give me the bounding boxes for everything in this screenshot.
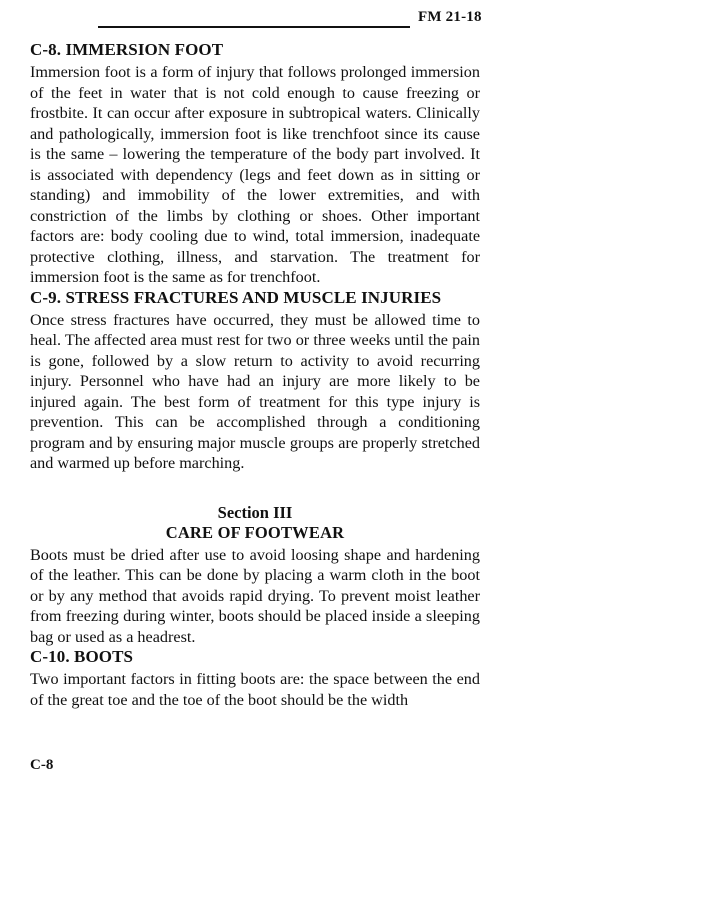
section-title-block [30, 503, 480, 543]
section-title: CARE OF FOOTWEAR [165, 522, 345, 542]
page-number: C-8 [30, 757, 54, 773]
heading-boots: C-10. BOOTS [30, 647, 134, 666]
page-content [30, 40, 480, 710]
paragraph-stress-fractures: Once stress fractures have occurred, they must be allowed time to heal. The affected area must rest for two or three weeks until the pain is gone, followed by a slow return to activity to avoid recurring injury. Personnel who have had an injury are more likely to be injured again. The best form of treatment for this type injury is prevention. This can be accomplished through a conditioning program and by ensuring major muscle groups are properly stretched and warmed up before marching. [30, 310, 480, 472]
paragraph-care-of-footwear: Boots must be dried after use to avoid loosing shape and hardening of the leather. This can be done by placing a warm cloth in the boot or by any method that avoids rapid drying. To prevent moist leather from freezing during winter, boots should be placed inside a sleeping bag or used as a headrest. [30, 545, 480, 646]
heading-immersion-foot: C-8. IMMERSION FOOT [30, 40, 224, 59]
paragraph-immersion-foot: Immersion foot is a form of injury that follows prolonged immersion of the feet in water that is not cold enough to cause freezing or frostbite. It can occur after exposure in subtropical waters. Clinically and pathologically, immersion foot is like trenchfoot since its cause is the same – lowering the temperature of the body part involved. It is associated with dependency (legs and feet down as in sitting or standing) and immobility of the lower extremities, and with constriction of the limbs by clothing or shoes. Other important factors are: body cooling due to wind, total immersion, inadequate protective clothing, illness, and starvation. The treatment for immersion foot is the same as for trenchfoot. [30, 63, 480, 286]
header-rule [98, 26, 410, 28]
section-number: Section III [217, 502, 293, 522]
paragraph-boots: Two important factors in fitting boots are: the space between the end of the great toe and the toe of the boot should be the width [30, 670, 480, 709]
heading-stress-fractures: C-9. STRESS FRACTURES AND MUSCLE INJURIES [30, 287, 442, 307]
manual-number: FM 21-18 [418, 9, 482, 25]
